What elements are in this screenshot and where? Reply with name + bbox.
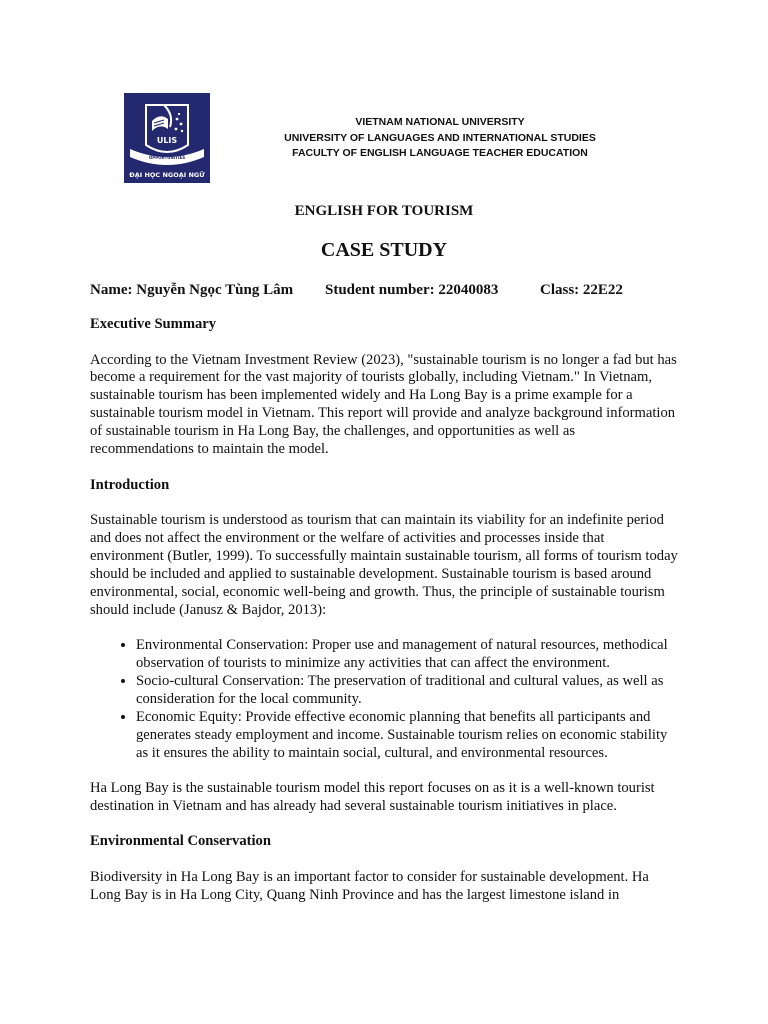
logo-badge-text: ULIS [156, 136, 178, 145]
institution-block [270, 115, 610, 162]
paragraph-executive-summary: According to the Vietnam Investment Review (2023), "sustainable tourism is no longer a fad but has become a requirement for the vast majority of tourists globally, including Vietnam." In Vietnam, sustainable tourism has been implemented widely and Ha Long Bay is a prime example for a sustainable tourism model in Vietnam. This report will provide and analyze background information of sustainable tourism in Ha Long Bay, the challenges, and opportunities as well as recommendations to maintain the model. [90, 351, 677, 458]
document-title: CASE STUDY [320, 239, 448, 261]
student-name: Name: Nguyễn Ngọc Tùng Lâm [90, 282, 294, 298]
document-body [90, 316, 680, 922]
institution-line-university: VIETNAM NATIONAL UNIVERSITY [355, 116, 525, 128]
logo-arc-text: OPPORTUNITIES [148, 155, 186, 160]
heading-executive-summary: Executive Summary [90, 316, 217, 332]
institution-line-faculty: FACULTY OF ENGLISH LANGUAGE TEACHER EDUCATION [292, 147, 588, 159]
list-item: • Environmental Conservation: Proper use and management of natural resources, methodical observation of tourists to minimize any activities that can affect the environment. [136, 637, 680, 673]
heading-introduction: Introduction [90, 476, 170, 493]
paragraph-environmental-conservation: Biodiversity in Ha Long Bay is an important factor to consider for sustainable development. Ha Long Bay is in Ha Long City, Quang Ninh Province and has the largest limestone island in [90, 868, 649, 903]
list-item: • Socio-cultural Conservation: The preservation of traditional and cultural values, as well as consideration for the local community. [136, 673, 680, 709]
paragraph-ha-long-focus: Ha Long Bay is the sustainable tourism model this report focuses on as it is a well-known tourist destination in Vietnam and has already had several sustainable tourism initiatives in place. [90, 780, 655, 814]
student-number: Student number: 22040083 [325, 282, 499, 298]
list-item: • Economic Equity: Provide effective economic planning that benefits all participants and generates steady employment and income. Sustainable tourism relies on economic stability as it ensures the ability to maintain social, cultural, and environmental resources. [136, 709, 680, 763]
institution-line-ulis: UNIVERSITY OF LANGUAGES AND INTERNATIONAL STUDIES [284, 131, 596, 144]
paragraph-introduction: Sustainable tourism is understood as tourism that can maintain its viability for an indefinite period and does not affect the environment or the welfare of activities and processes inside that environment (Butler, 1999). To successfully maintain sustainable tourism, all forms of tourism today should be included and applied to sustainable development. Sustainable tourism is based around environmental, social, economic well-being and growth. Thus, the principle of sustainable tourism should include (Janusz & Bajdor, 2013): [90, 512, 678, 618]
heading-environmental-conservation: Environmental Conservation [90, 833, 271, 850]
ulis-logo [124, 93, 210, 183]
course-title: ENGLISH FOR TOURISM [294, 203, 474, 219]
principles-list [90, 637, 680, 762]
student-class: Class: 22E22 [540, 282, 623, 298]
logo-banner-text: ĐẠI HỌC NGOẠI NGỮ [129, 171, 205, 179]
